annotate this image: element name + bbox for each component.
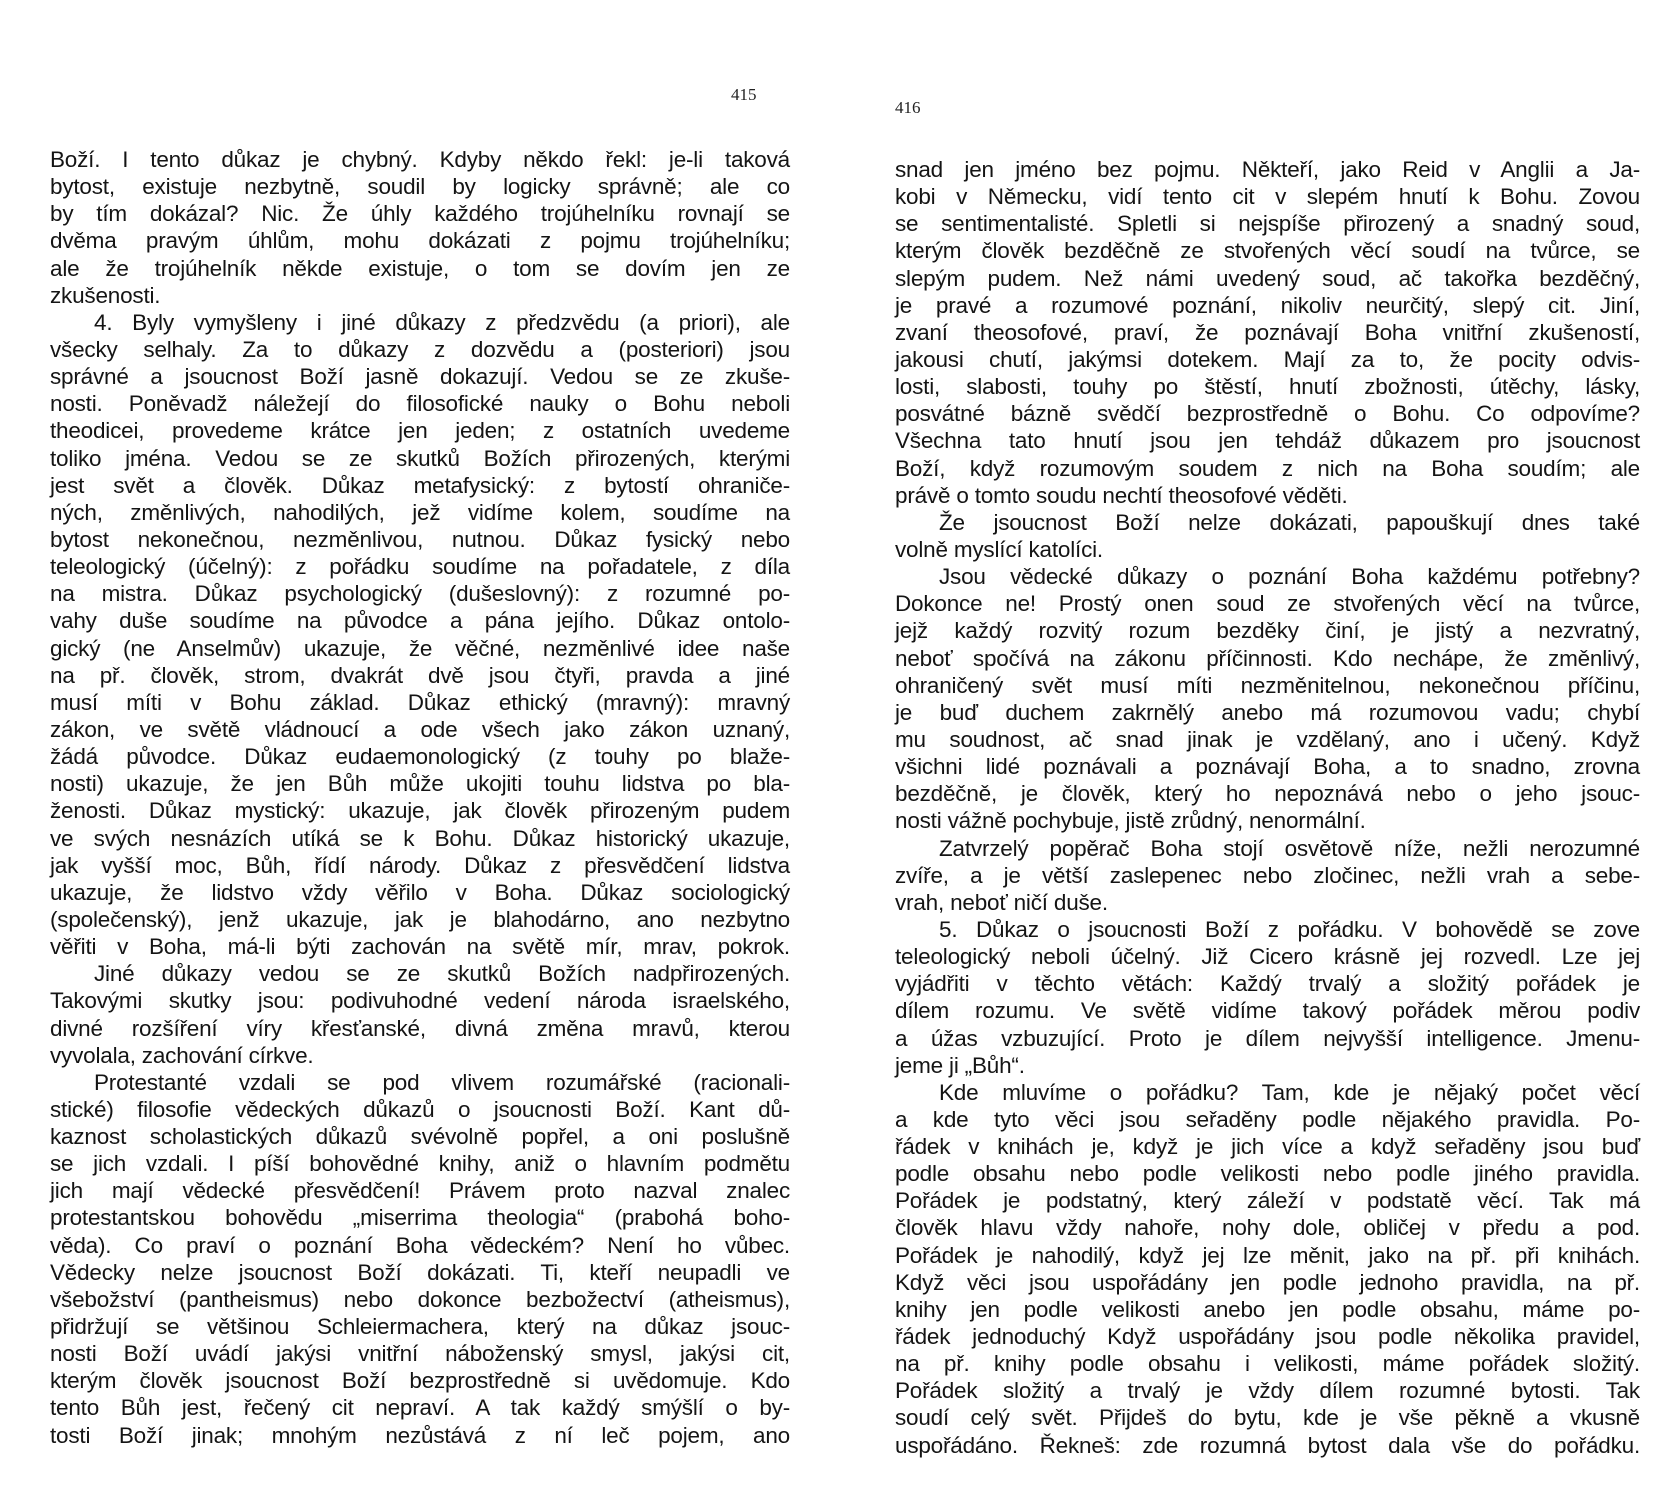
text-line: volně myslící katolíci.	[895, 536, 1103, 562]
text-line: bytost, existuje nezbytně, soudil by logicky správně; ale co	[50, 174, 790, 200]
text-line: vyjádřiti v těchto větách: Každý trvalý a složitý pořádek je	[895, 971, 1640, 997]
text-line: teleologický (účelný): z pořádku soudíme na pořadatele, z díla	[50, 554, 790, 580]
text-line: Pořádek je podstatný, který záleží v podstatě věcí. Tak má	[895, 1188, 1640, 1214]
text-line: Když věci jsou uspořádány jen podle jednoho pravidla, na př.	[895, 1269, 1640, 1295]
text-line: Pořádek je nahodilý, když jej lze měnit, jako na př. při knihách.	[895, 1242, 1640, 1268]
text-line: právě o tomto soudu nechtí theosofové věděti.	[895, 482, 1348, 508]
text-line: Zatvrzelý popěrač Boha stojí osvětově níže, nežli nerozumné	[939, 835, 1640, 861]
text-line: ale že trojúhelník někde existuje, o tom se dovím jen ze	[50, 255, 790, 281]
text-line: vyvolala, zachování církve.	[50, 1042, 314, 1068]
text-line: mu soudnost, ač snad jinak je vzdělaný, ano i učený. Když	[895, 726, 1640, 752]
text-line: by tím dokázal? Nic. Že úhly každého trojúhelníku rovnají se	[50, 201, 790, 227]
text-line: uspořádáno. Řekneš: zde rozumná bytost dala vše do pořádku.	[895, 1432, 1640, 1458]
text-line: snad jen jméno bez pojmu. Někteří, jako Reid v Anglii a Ja-	[895, 157, 1640, 182]
text-line: jest svět a člověk. Důkaz metafysický: z bytostí ohraniče-	[50, 472, 790, 498]
text-line: stické) filosofie vědeckých důkazů o jsoucnosti Boží. Kant dů-	[50, 1096, 790, 1122]
text-line: toliko jména. Vedou se ze skutků Božích přirozených, kterými	[50, 445, 790, 471]
text-line: zákon, ve světě vládnoucí a ode všech jako zákon uznaný,	[50, 716, 790, 742]
text-line: zkušenosti.	[50, 282, 161, 308]
text-line: theodicei, provedeme krátce jen jeden; z ostatních uvedeme	[50, 418, 790, 444]
text-line: žádá původce. Důkaz eudaemonologický (z touhy po blaže-	[50, 744, 790, 770]
text-line: musí míti v Bohu základ. Důkaz ethický (mravný): mravný	[50, 689, 790, 715]
page-number: 415	[731, 85, 757, 104]
text-line: jakousi chutí, jakýmsi dotekem. Mají za to, že pocity odvis-	[895, 346, 1640, 372]
text-line: věda). Co praví o poznání Boha vědeckém? Není ho vůbec.	[50, 1232, 790, 1258]
text-line: řádek v knihách je, když je jich více a když seřaděny jsou buď	[895, 1134, 1640, 1160]
right-page-text	[895, 156, 1640, 1459]
text-line: vahy duše soudíme na původce a pána jejího. Důkaz ontolo-	[50, 608, 790, 634]
text-line: věřiti v Boha, má-li býti zachován na světě mír, mrav, pokrok.	[50, 934, 790, 960]
text-line: (společenský), jenž ukazuje, jak je blahodárno, ano nezbytno	[50, 906, 790, 932]
text-line: ukazuje, že lidstvo vždy věřilo v Boha. Důkaz sociologický	[50, 879, 790, 905]
text-line: na mistra. Důkaz psychologický (dušeslovný): z rozumné po-	[50, 581, 790, 607]
text-line: knihy jen podle velikosti anebo jen podle obsahu, máme po-	[895, 1296, 1640, 1322]
text-line: kaznost scholastických důkazů svévolně popřel, a oni poslušně	[50, 1124, 790, 1150]
text-line: správné a jsoucnost Boží jasně dokazují. Vedou se ze zkuše-	[50, 364, 790, 390]
text-line: dílem rozumu. Ve světě vidíme takový pořádek měrou podiv	[895, 998, 1640, 1024]
text-line: Boží, když rozumovým soudem z nich na Boha soudím; ale	[895, 455, 1640, 481]
text-line: tosti Boží jinak; mnohým nezůstává z ní leč pojem, ano	[50, 1422, 790, 1448]
text-line: divné rozšíření víry křesťanské, divná změna mravů, kterou	[50, 1015, 790, 1041]
text-line: se sentimentalisté. Spletli si nejspíše přirozený a snadný soud,	[895, 211, 1640, 237]
text-line: jak vyšší moc, Bůh, řídí národy. Důkaz z přesvědčení lidstva	[50, 852, 790, 878]
text-line: tento Bůh jest, řečený cit nepraví. A tak každý smýšlí o by-	[50, 1395, 790, 1421]
text-line: se jich vzdali. I píší bohovědné knihy, aniž o hlavním podmětu	[50, 1151, 790, 1177]
text-line: kobi v Německu, vidí tento cit v slepém hnutí k Bohu. Zovou	[895, 184, 1640, 210]
text-line: a kde tyto věci jsou seřaděny podle nějakého pravidla. Po-	[895, 1106, 1640, 1132]
text-line: Jsou vědecké důkazy o poznání Boha každému potřebny?	[939, 564, 1640, 590]
page-number: 416	[895, 98, 921, 117]
text-line: nosti Boží uvádí jakýsi vnitřní náboženský smysl, jakýsi cit,	[50, 1341, 790, 1367]
text-line: gický (ne Anselmův) ukazuje, že věčné, nezměnlivé idee naše	[50, 635, 790, 661]
text-line: nosti. Poněvadž náležejí do filosofické nauky o Bohu neboli	[50, 391, 790, 417]
text-line: ohraničený svět musí míti nezměnitelnou, nekonečnou příčinu,	[895, 672, 1640, 698]
text-line: Vědecky nelze jsoucnost Boží dokázati. Ti, kteří neupadli ve	[50, 1259, 790, 1285]
text-line: zvaní theosofové, praví, že poznávají Boha vnitřní zkušeností,	[895, 319, 1640, 345]
text-line: ných, změnlivých, nahodilých, jež vidíme kolem, soudíme na	[50, 499, 790, 525]
text-line: jich mají vědecké přesvědčení! Právem proto nazval znalec	[50, 1178, 790, 1204]
text-line: všebožství (pantheismus) nebo dokonce bezbožectví (atheismus),	[50, 1286, 790, 1312]
text-line: 4. Byly vymyšleny i jiné důkazy z předzvědu (a priori), ale	[94, 309, 790, 335]
text-line: Dokonce ne! Prostý onen soud ze stvořených věcí na tvůrce,	[895, 591, 1640, 617]
text-line: Protestanté vzdali se pod vlivem rozumářské (racionali-	[94, 1069, 790, 1095]
text-line: jeme ji „Bůh“.	[895, 1052, 1025, 1078]
text-line: na př. člověk, strom, dvakrát dvě jsou čtyři, pravda a jiné	[50, 662, 790, 688]
text-line: kterým člověk jsoucnost Boží bezprostředně si uvědomuje. Kdo	[50, 1368, 790, 1394]
text-line: Jiné důkazy vedou se ze skutků Božích nadpřirozených.	[94, 961, 790, 987]
text-line: podle obsahu nebo podle velikosti nebo podle jiného pravidla.	[895, 1161, 1640, 1187]
text-line: Boží. I tento důkaz je chybný. Kdyby někdo řekl: je-li taková	[50, 147, 790, 172]
text-line: 5. Důkaz o jsoucnosti Boží z pořádku. V bohovědě se zove	[939, 916, 1640, 942]
left-page-text	[50, 146, 790, 1449]
text-line: zvíře, a je větší zaslepenec nebo zločinec, nežli vrah a sebe-	[895, 862, 1640, 888]
text-line: je buď duchem zakrnělý anebo má rozumovou vadu; chybí	[895, 699, 1640, 725]
text-line: slepým pudem. Než námi uvedený soud, ač takořka bezděčný,	[895, 265, 1640, 291]
text-line: Že jsoucnost Boží nelze dokázati, papouškují dnes také	[939, 509, 1640, 535]
text-line: neboť spočívá na zákonu příčinnosti. Kdo nechápe, že změnlivý,	[895, 645, 1640, 671]
text-line: soudí celý svět. Přijdeš do bytu, kde je vše pěkně a vkusně	[895, 1405, 1640, 1431]
text-line: losti, slabosti, touhy po štěstí, hnutí zbožnosti, útěchy, lásky,	[895, 374, 1640, 400]
text-line: dvěma pravým úhlům, mohu dokázati z pojmu trojúhelníku;	[50, 228, 790, 254]
text-line: Pořádek složitý a trvalý je vždy dílem rozumné bytosti. Tak	[895, 1378, 1640, 1404]
text-line: nosti) ukazuje, že jen Bůh může ukojiti touhu lidstva po bla-	[50, 771, 790, 797]
text-line: teleologický neboli účelný. Již Cicero krásně jej rozvedl. Lze jej	[895, 944, 1640, 970]
text-line: přidržují se většinou Schleiermachera, který na důkaz jsouc-	[50, 1314, 790, 1340]
text-line: bytost nekonečnou, nezměnlivou, nutnou. Důkaz fysický nebo	[50, 526, 790, 552]
text-line: na př. knihy podle obsahu i velikosti, máme pořádek složitý.	[895, 1351, 1640, 1377]
text-line: řádek jednoduchý Když uspořádány jsou podle několika pravidel,	[895, 1324, 1640, 1350]
text-line: ve svých nesnázích utíká se k Bohu. Důkaz historický ukazuje,	[50, 825, 790, 851]
text-line: vrah, neboť ničí duše.	[895, 889, 1108, 915]
text-line: kterým člověk bezděčně ze stvořených věcí soudí na tvůrce, se	[895, 238, 1640, 264]
text-line: ženosti. Důkaz mystický: ukazuje, jak člověk přirozeným pudem	[50, 798, 790, 824]
text-line: Kde mluvíme o pořádku? Tam, kde je nějaký počet věcí	[939, 1079, 1640, 1105]
text-line: je pravé a rozumové poznání, nikoliv neurčitý, slepý cit. Jiní,	[895, 292, 1640, 318]
text-line: nosti vážně pochybuje, jistě zrůdný, nenormální.	[895, 808, 1366, 834]
text-line: Všechna tato hnutí jsou jen tehdáž důkazem pro jsoucnost	[895, 428, 1640, 454]
text-line: všichni lidé poznávali a poznávají Boha, a to snadno, zrovna	[895, 754, 1640, 780]
text-line: jejž každý rozvitý rozum bezděky činí, je jistý a nezvratný,	[895, 618, 1640, 644]
text-line: Takovými skutky jsou: podivuhodné vedení národa israelského,	[50, 988, 790, 1014]
text-line: a úžas vzbuzující. Proto je dílem nejvyšší intelligence. Jmenu-	[895, 1025, 1640, 1051]
text-line: bezděčně, je člověk, který ho nepoznává nebo o jeho jsouc-	[895, 781, 1640, 807]
text-line: všecky selhaly. Za to důkazy z dozvědu a (posteriori) jsou	[50, 336, 790, 362]
text-line: protestantskou bohovědu „miserrima theologia“ (prabohá boho-	[50, 1205, 790, 1231]
text-line: člověk hlavu vždy nahoře, nohy dole, obličej v předu a pod.	[895, 1215, 1640, 1241]
text-line: posvátné bázně svědčí bezprostředně o Bohu. Co odpovíme?	[895, 401, 1640, 427]
